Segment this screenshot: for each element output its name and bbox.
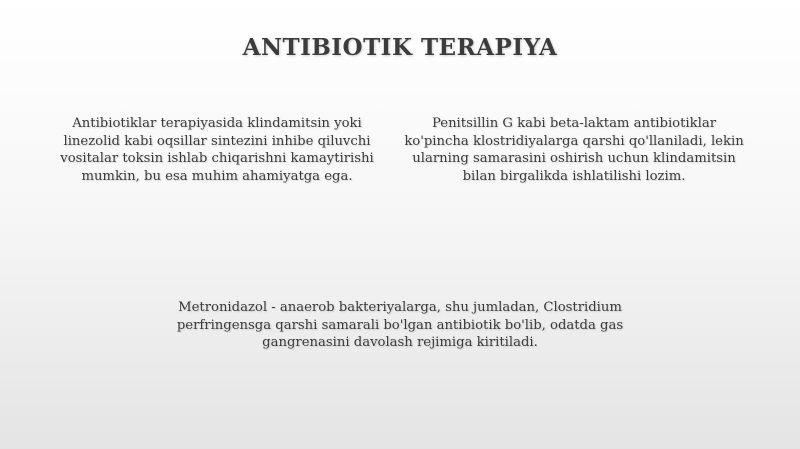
left-paragraph: Antibiotiklar terapiyasida klindamitsin yoki linezolid kabi oqsillar sintezini inhibe qiluvchi vositalar toksin ishlab chiqarishni kamaytirishi mumkin, bu esa muhim ahamiyatga ega. <box>60 116 374 184</box>
bottom-paragraph: Metronidazol - anaerob bakteriyalarga, shu jumladan, Clostridium perfringensga qarshi samarali bo'lgan antibiotik bo'lib, odatda gas gangrenasini davolash rejimiga kiritiladi. <box>176 300 624 350</box>
right-paragraph: Penitsillin G kabi beta-laktam antibiotiklar ko'pincha klostridiyalarga qarshi qo'llaniladi, lekin ularning samarasini oshirish uchun klindamitsin bilan birgalikda ishlatilishi lozim. <box>404 116 744 184</box>
slide-title: ANTIBIOTIK TERAPIYA <box>242 34 558 61</box>
